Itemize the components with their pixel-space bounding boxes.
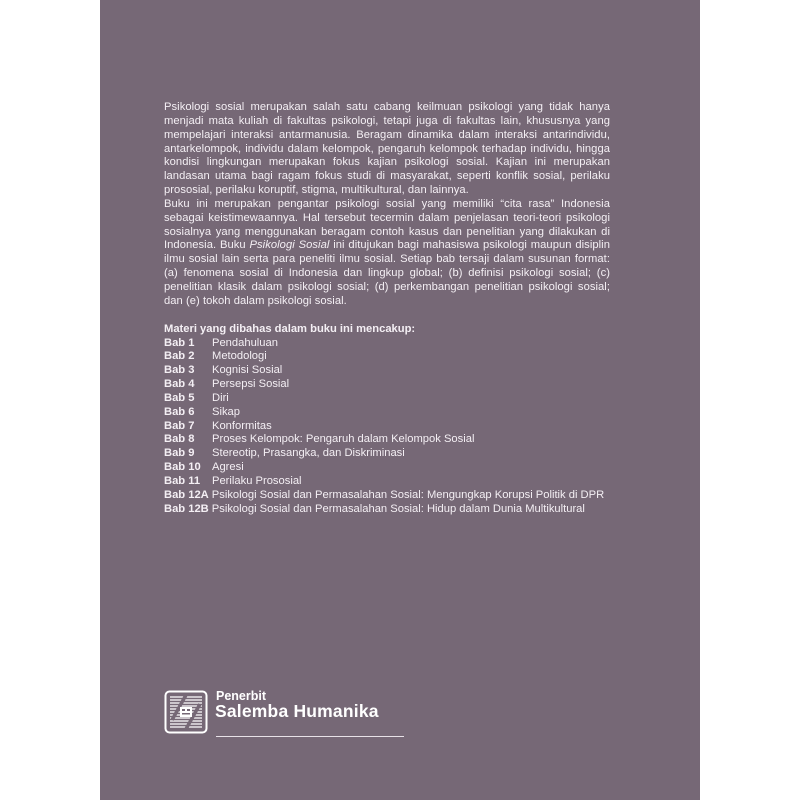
chapter-title: Proses Kelompok: Pengaruh dalam Kelompok Sosial	[212, 433, 475, 446]
chapter-number: Bab 8	[164, 433, 195, 446]
chapter-number: Bab 12A	[164, 488, 209, 501]
chapter-title: Pendahuluan	[212, 336, 278, 349]
chapter-item	[164, 392, 610, 406]
chapter-item	[164, 378, 610, 392]
chapter-title: Konformitas	[212, 419, 272, 432]
chapter-title: Metodologi	[212, 350, 267, 363]
publisher-underline	[216, 736, 404, 737]
salemba-logo-icon	[164, 690, 208, 734]
chapter-number: Bab 5	[164, 391, 195, 404]
chapter-number: Bab 2	[164, 350, 195, 363]
book-back-cover	[100, 0, 700, 800]
book-title-italic: Psikologi Sosial	[249, 239, 330, 252]
chapter-title: Sikap	[212, 405, 240, 418]
publisher-label: Penerbit	[216, 689, 267, 703]
chapter-item	[164, 364, 610, 378]
chapter-title: Psikologi Sosial dan Permasalahan Sosial: Mengungkap Korupsi Politik di DPR	[211, 488, 605, 501]
chapter-number: Bab 10	[164, 461, 201, 474]
chapter-title: Persepsi Sosial	[212, 378, 290, 391]
chapter-title: Kognisi Sosial	[212, 364, 283, 377]
chapter-item	[164, 433, 610, 447]
chapter-number: Bab 1	[164, 336, 195, 349]
chapter-item	[164, 406, 610, 420]
cover-content	[164, 101, 610, 516]
chapter-title: Perilaku Prososial	[212, 474, 302, 487]
chapter-item	[164, 503, 610, 517]
chapter-title: Psikologi Sosial dan Permasalahan Sosial: Hidup dalam Dunia Multikultural	[211, 502, 585, 515]
chapter-item	[164, 489, 610, 503]
chapter-item	[164, 337, 610, 351]
chapter-item	[164, 420, 610, 434]
chapter-number: Bab 12B	[164, 502, 209, 515]
chapter-item	[164, 475, 610, 489]
chapter-number: Bab 11	[164, 474, 201, 487]
description-paragraph-1: Psikologi sosial merupakan salah satu cabang keilmuan psikologi yang tidak hanya menjadi mata kuliah di fakultas psikologi, tetapi juga di fakultas lain, khususnya yang mempelajari interaksi antarmanusia. Beragam dinamika dalam interaksi antarindividu, antarkelompok, individu dalam kelompok, pengaruh kelompok terhadap individu, hingga kondisi lingkungan merupakan fokus kajian psikologi sosial. Kajian ini merupakan landasan utama bagi ragam fokus studi di masyarakat, seperti konflik sosial, perilaku prososial, perilaku koruptif, stigma, multikultural, dan lainnya.	[164, 101, 610, 197]
chapter-item	[164, 350, 610, 364]
description-paragraph-2-text-a: Buku ini merupakan pengantar psikologi sosial yang memiliki “cita rasa” Indonesia sebagai keistimewaannya. Hal tersebut tecermin dalam penjelasan teori-teori psikologi sosialnya yang menggunakan beragam contoh kasus dan penelitian yang dilakukan di Indonesia. Buku	[164, 197, 610, 252]
chapter-list	[164, 337, 610, 517]
materi-heading: Materi yang dibahas dalam buku ini mencakup:	[164, 322, 416, 335]
description-paragraph-2	[164, 198, 610, 309]
chapter-number: Bab 9	[164, 447, 195, 460]
chapter-title: Stereotip, Prasangka, dan Diskriminasi	[212, 447, 405, 460]
chapter-number: Bab 3	[164, 364, 195, 377]
chapter-number: Bab 4	[164, 378, 195, 391]
publisher-name: Salemba Humanika	[215, 701, 379, 721]
publisher-block	[164, 688, 404, 740]
chapter-number: Bab 7	[164, 419, 195, 432]
description-paragraph-2-text-b: ini ditujukan bagi mahasiswa psikologi maupun disiplin ilmu sosial lain serta para peneliti ilmu sosial. Setiap bab tersaji dalam susunan format: (a) fenomena sosial di Indonesia dan lingkup global; (b) definisi psikologi sosial; (c) penelitian klasik dalam psikologi sosial; (d) perkembangan penelitian psikologi sosial; dan (e) tokoh dalam psikologi sosial.	[164, 239, 610, 307]
chapter-item	[164, 461, 610, 475]
chapter-title: Agresi	[212, 461, 244, 474]
chapter-title: Diri	[212, 391, 229, 404]
chapter-item	[164, 447, 610, 461]
chapter-number: Bab 6	[164, 405, 195, 418]
